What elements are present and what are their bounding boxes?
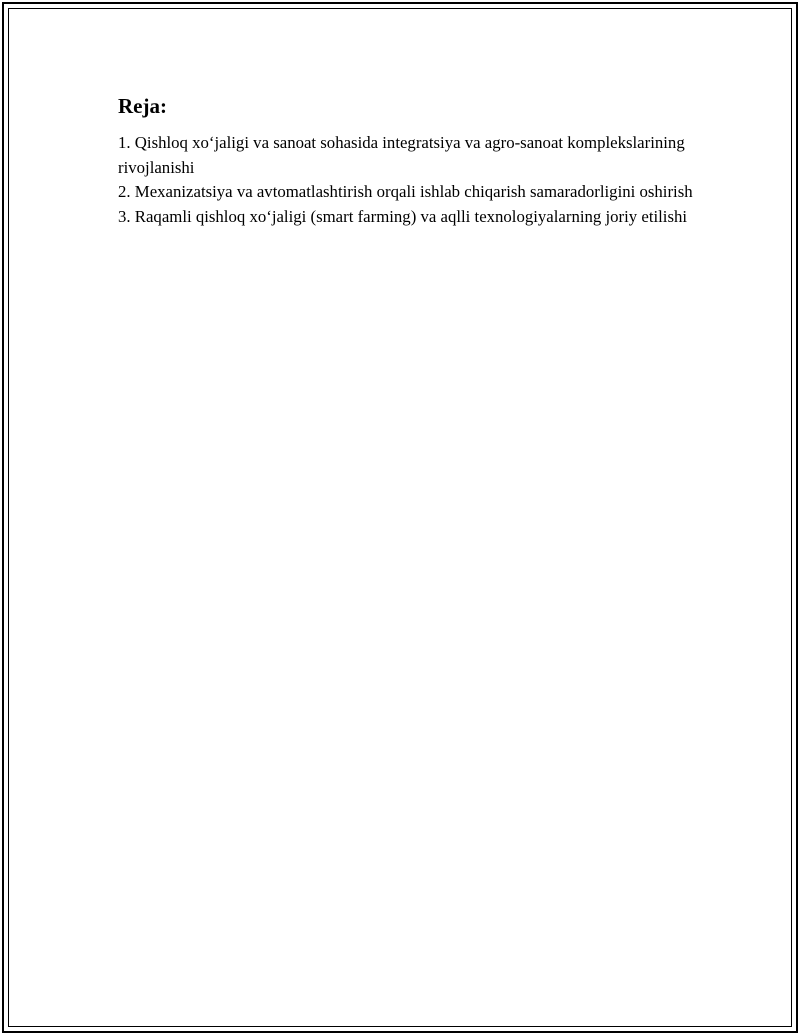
plan-item-2: 2. Mexanizatsiya va avtomatlashtirish orqali ishlab chiqarish samaradorligini oshirish xyxy=(118,182,693,201)
plan-list xyxy=(118,131,698,229)
document-body xyxy=(118,92,698,229)
plan-heading: Reja: xyxy=(118,94,167,118)
plan-item-1: 1. Qishloq xo‘jaligi va sanoat sohasida integratsiya va agro-sanoat komplekslarining rivojlanishi xyxy=(118,133,685,177)
plan-item-3: 3. Raqamli qishloq xo‘jaligi (smart farming) va aqlli texnologiyalarning joriy etilishi xyxy=(118,206,688,226)
